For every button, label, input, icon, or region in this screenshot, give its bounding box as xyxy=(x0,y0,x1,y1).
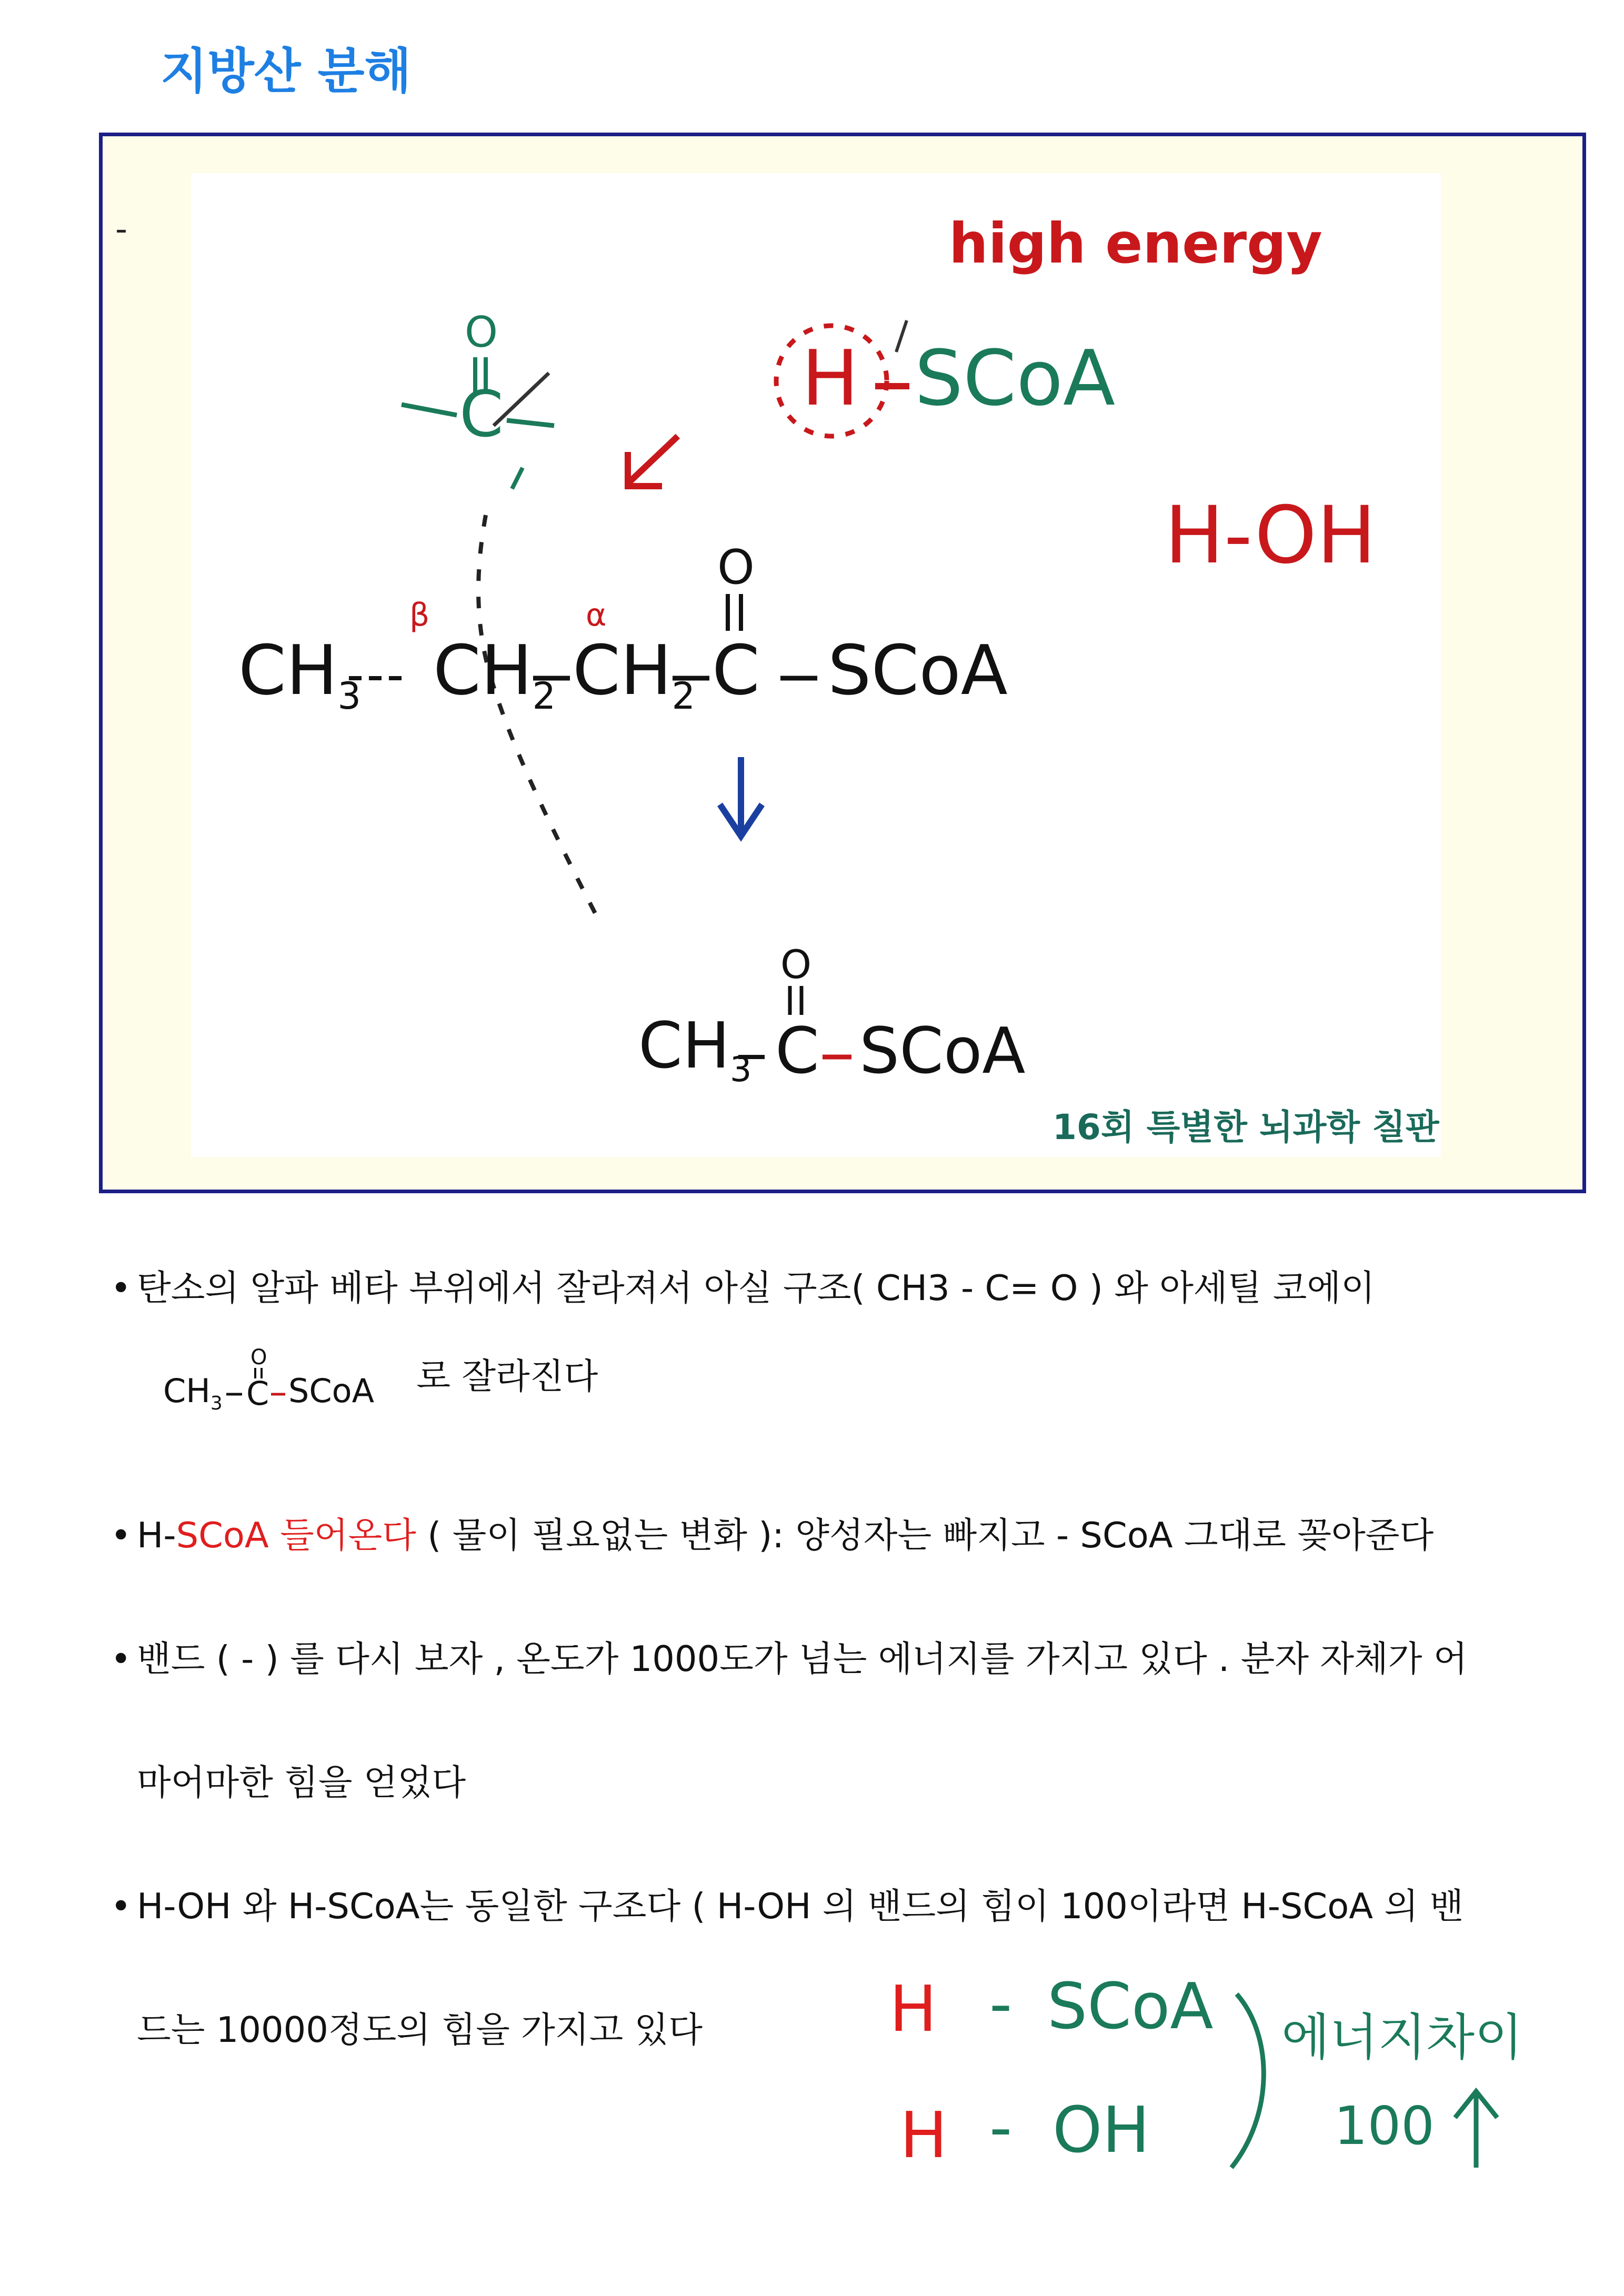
bullet-3 xyxy=(111,1631,1468,1681)
dotted-attack-path xyxy=(478,515,602,925)
bullet-3-line1: 밴드 ( - ) 를 다시 보자 , 온도가 1000도가 넘는 에너지를 가지고 있다 . 분자 자체가 어 xyxy=(137,1638,1468,1679)
inline-o: O xyxy=(250,1345,267,1369)
bullet-dot: • xyxy=(111,1638,132,1679)
hw-oh: OH xyxy=(1052,2094,1150,2167)
product-scoa: SCoA xyxy=(859,1015,1026,1088)
page-title: 지방산 분해 xyxy=(161,43,412,99)
hw-note-line2: 100 xyxy=(1334,2095,1435,2157)
bullet-1-text: 탄소의 알파 베타 부위에서 잘라져서 아실 구조( CH3 - C= O ) 와 아세틸 코에이 xyxy=(137,1267,1375,1308)
bullet-dot: • xyxy=(111,1267,132,1308)
product-c: C xyxy=(775,1015,819,1088)
product-oxygen: O xyxy=(780,941,812,988)
chain-ch2-beta: $CH_2$ xyxy=(433,630,556,718)
inline-formula-svg xyxy=(163,1344,395,1413)
bullet-3-continuation: 마어마한 힘을 얻었다 xyxy=(137,1762,466,1803)
top-carbon: C xyxy=(459,378,504,451)
hw-bracket xyxy=(1231,1994,1264,2168)
chain-ch2-alpha: $CH_2$ xyxy=(573,630,696,718)
hw-dash1: - xyxy=(989,1968,1013,2041)
h-atom-label: H xyxy=(801,334,859,423)
handwritten-annotation xyxy=(874,1962,1547,2199)
chain-ch3: $CH_3$ xyxy=(238,630,362,718)
bullet-dot: • xyxy=(111,1886,132,1927)
bullet-2-prefix: H- xyxy=(137,1515,176,1556)
chain-scoa: SCoA xyxy=(828,630,1008,710)
inline-c: C xyxy=(246,1374,269,1413)
chain-oxygen: O xyxy=(717,540,755,595)
bullet-dot: • xyxy=(111,1515,132,1556)
bullet-2-highlight: SCoA 들어온다 xyxy=(176,1515,416,1556)
top-right-bond xyxy=(507,420,554,426)
product-ch3: $CH_3$ xyxy=(638,1010,752,1090)
up-arrow-icon xyxy=(1455,2091,1497,2168)
beta-label: β xyxy=(409,597,430,633)
frame-dash: - xyxy=(115,210,128,249)
scoa-top-label: SCoA xyxy=(915,334,1116,423)
formula-row-text: 로 잘라진다 xyxy=(416,1355,598,1397)
chemistry-whiteboard-image xyxy=(191,173,1441,1157)
blackboard-frame xyxy=(99,133,1586,1193)
hw-dash2: - xyxy=(989,2091,1013,2164)
formula-row xyxy=(163,1344,598,1413)
alpha-label: α xyxy=(586,597,607,633)
reaction-diagram xyxy=(191,173,1441,1157)
hw-h2: H xyxy=(900,2099,948,2172)
bullet-1 xyxy=(111,1260,1375,1311)
top-left-bond xyxy=(402,405,457,415)
hw-scoa: SCoA xyxy=(1047,1970,1214,2043)
h-oh-label: H-OH xyxy=(1165,490,1376,581)
hw-h1: H xyxy=(889,1973,937,2046)
inline-ch3: $CH_3$ xyxy=(163,1372,223,1413)
bullet-4 xyxy=(111,1878,1463,1929)
bullet-2-rest: ( 물이 필요없는 변화 ): 양성자는 빠지고 - SCoA 그대로 꽂아준다 xyxy=(416,1515,1434,1556)
top-tick xyxy=(512,468,523,489)
red-arrow-shaft xyxy=(628,436,678,484)
chain-carbonyl-c: C xyxy=(712,630,760,710)
high-energy-label: high energy xyxy=(949,212,1322,276)
board-caption: 16회 특별한 뇌과학 칠판 xyxy=(1052,1107,1439,1147)
cut-mark xyxy=(896,320,907,352)
bullet-2 xyxy=(111,1507,1433,1558)
top-oxygen: O xyxy=(465,308,498,357)
bullet-4-line1: H-OH 와 H-SCoA는 동일한 구조다 ( H-OH 의 밴드의 힘이 100이라면 H-SCoA 의 밴 xyxy=(137,1886,1464,1927)
inline-scoa: SCoA xyxy=(288,1372,374,1410)
bullet-4-continuation: 드는 10000정도의 힘을 가지고 있다 xyxy=(137,2009,703,2050)
hw-note-line1: 에너지차이 xyxy=(1281,2009,1523,2067)
